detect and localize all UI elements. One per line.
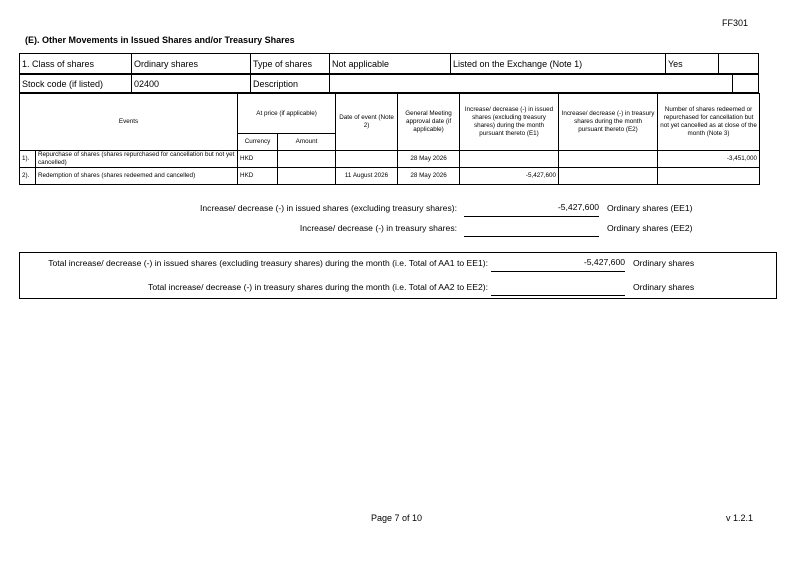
currency-header: Currency bbox=[238, 134, 278, 151]
agm-date-header: General Meeting approval date (if applicable) bbox=[398, 94, 460, 151]
issued-change-header: Increase/ decrease (-) in issued shares (excluding treasury shares) during the month pursuant thereto (E1) bbox=[460, 94, 559, 151]
row-number: 2). bbox=[20, 168, 36, 185]
subtotal-issued-value: -5,427,600 bbox=[464, 202, 599, 217]
amount-header: Amount bbox=[278, 134, 336, 151]
redeemed-not-cancelled-header: Number of shares redeemed or repurchased for cancellation but not yet cancelled as at close of the month (Note 3) bbox=[658, 94, 760, 151]
agm-date-cell: 28 May 2026 bbox=[398, 168, 460, 185]
date-of-event-cell bbox=[336, 151, 398, 168]
subtotal-treasury-unit: Ordinary shares (EE2) bbox=[607, 223, 693, 233]
subtotal-treasury-value bbox=[464, 222, 599, 237]
description-value bbox=[330, 75, 733, 93]
at-price-header: At price (if applicable) bbox=[238, 94, 336, 134]
page-number: Page 7 of 10 bbox=[371, 513, 423, 523]
type-of-shares-value: Not applicable bbox=[330, 54, 451, 74]
share-info-row-2 bbox=[19, 74, 759, 93]
event-description: Repurchase of shares (shares repurchased for cancellation but not yet cancelled) bbox=[36, 151, 238, 168]
table-row bbox=[20, 151, 760, 168]
subtotal-issued-label: Increase/ decrease (-) in issued shares (excluding treasury shares): bbox=[200, 203, 457, 213]
total-treasury-label: Total increase/ decrease (-) in treasury shares during the month (i.e. Total of AA2 to EE2): bbox=[148, 282, 488, 292]
listed-spacer bbox=[719, 54, 759, 74]
total-issued-unit: Ordinary shares bbox=[633, 258, 695, 268]
events-header: Events bbox=[20, 94, 238, 151]
issued-change-cell bbox=[460, 151, 559, 168]
row-number: 1). bbox=[20, 151, 36, 168]
listed-value: Yes bbox=[666, 54, 719, 74]
total-treasury-value bbox=[491, 281, 625, 296]
description-label: Description bbox=[251, 75, 330, 93]
treasury-change-cell bbox=[559, 168, 658, 185]
total-treasury-unit: Ordinary shares bbox=[633, 282, 695, 292]
currency-cell: HKD bbox=[238, 168, 278, 185]
currency-cell: HKD bbox=[238, 151, 278, 168]
amount-cell bbox=[278, 168, 336, 185]
event-description: Redemption of shares (shares redeemed and cancelled) bbox=[36, 168, 238, 185]
share-info-row-1 bbox=[19, 53, 759, 74]
total-issued-label: Total increase/ decrease (-) in issued shares (excluding treasury shares) during the month (i.e. Total of AA1 to EE1): bbox=[48, 258, 488, 268]
issued-change-cell: -5,427,600 bbox=[460, 168, 559, 185]
treasury-change-cell bbox=[559, 151, 658, 168]
type-of-shares-label: Type of shares bbox=[251, 54, 330, 74]
form-code: FF301 bbox=[722, 18, 749, 28]
stock-code-label: Stock code (if listed) bbox=[20, 75, 132, 93]
redeemed-not-cancelled-cell: -3,451,000 bbox=[658, 151, 760, 168]
class-of-shares-value: Ordinary shares bbox=[132, 54, 251, 74]
amount-cell bbox=[278, 151, 336, 168]
table-row bbox=[20, 168, 760, 185]
agm-date-cell: 28 May 2026 bbox=[398, 151, 460, 168]
stock-code-value: 02400 bbox=[132, 75, 251, 93]
subtotal-treasury-label: Increase/ decrease (-) in treasury shares: bbox=[299, 223, 457, 233]
date-of-event-cell: 11 August 2026 bbox=[336, 168, 398, 185]
subtotal-issued-unit: Ordinary shares (EE1) bbox=[607, 203, 693, 213]
description-spacer bbox=[733, 75, 759, 93]
treasury-change-header: Increase/ decrease (-) in treasury shares during the month pursuant thereto (E2) bbox=[559, 94, 658, 151]
version-label: v 1.2.1 bbox=[726, 513, 754, 523]
section-title: (E). Other Movements in Issued Shares and/or Treasury Shares bbox=[25, 35, 295, 45]
class-of-shares-label: 1. Class of shares bbox=[20, 54, 132, 74]
listed-label: Listed on the Exchange (Note 1) bbox=[451, 54, 666, 74]
events-table bbox=[19, 93, 760, 185]
total-issued-value: -5,427,600 bbox=[491, 257, 625, 272]
date-of-event-header: Date of event (Note 2) bbox=[336, 94, 398, 151]
redeemed-not-cancelled-cell bbox=[658, 168, 760, 185]
